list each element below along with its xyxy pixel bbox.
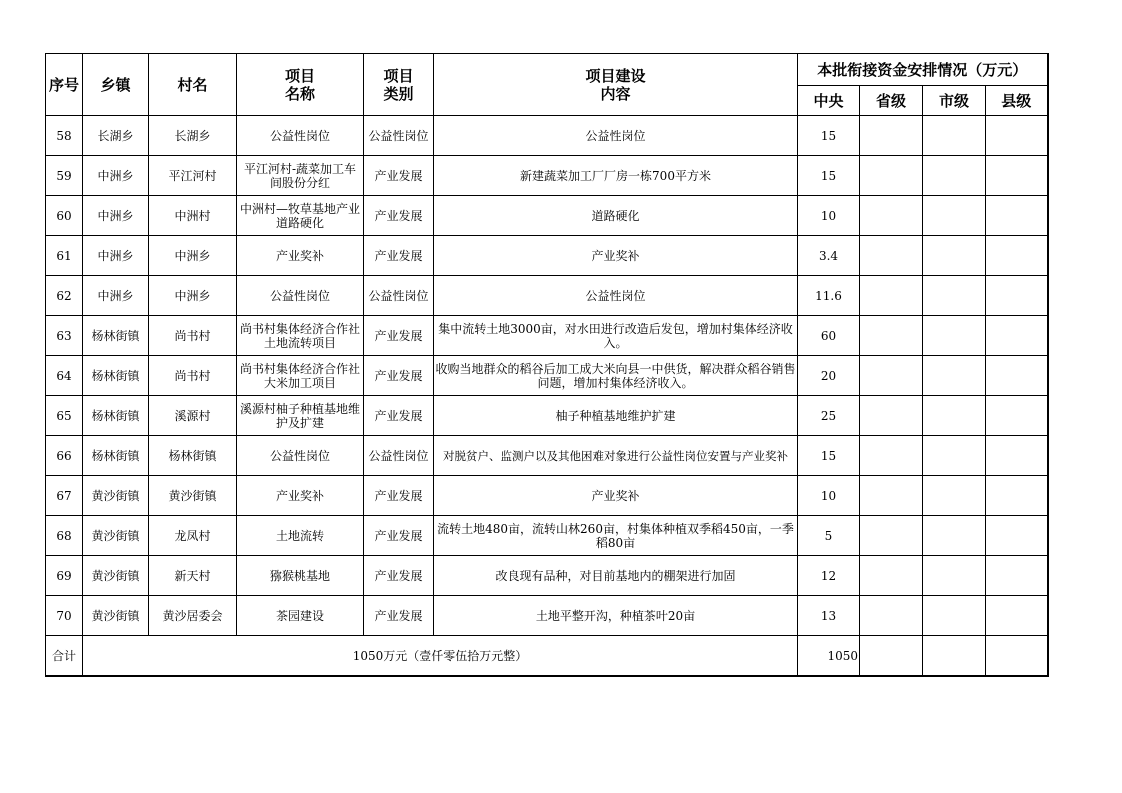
cell-county [986,436,1048,476]
header-seq: 序号 [46,54,83,116]
cell-project-content: 公益性岗位 [434,276,798,316]
cell-county [986,356,1048,396]
cell-project-content: 集中流转土地3000亩，对水田进行改造后发包，增加村集体经济收入。 [434,316,798,356]
cell-project-content: 改良现有品种，对目前基地内的棚架进行加固 [434,556,798,596]
cell-seq: 58 [46,116,83,156]
table-row [46,396,1048,436]
cell-central: 15 [798,436,860,476]
cell-project-content: 对脱贫户、监测户以及其他困难对象进行公益性岗位安置与产业奖补 [434,436,798,476]
cell-project-name: 产业奖补 [237,476,364,516]
cell-village: 溪源村 [149,396,237,436]
header-provincial: 省级 [860,86,923,116]
table-row [46,236,1048,276]
cell-provincial [860,196,923,236]
cell-village: 尚书村 [149,316,237,356]
cell-municipal [923,196,986,236]
header-municipal: 市级 [923,86,986,116]
cell-village: 黄沙街镇 [149,476,237,516]
total-provincial [860,636,923,677]
cell-project-name: 公益性岗位 [237,276,364,316]
cell-seq: 61 [46,236,83,276]
cell-village: 尚书村 [149,356,237,396]
table-row [46,436,1048,476]
table-row [46,276,1048,316]
cell-municipal [923,236,986,276]
cell-provincial [860,316,923,356]
cell-provincial [860,276,923,316]
table-row [46,156,1048,196]
cell-township: 中洲乡 [83,156,149,196]
cell-county [986,316,1048,356]
cell-project-content: 流转土地480亩，流转山林260亩，村集体种植双季稻450亩，一季稻80亩 [434,516,798,556]
cell-seq: 68 [46,516,83,556]
table-row [46,116,1048,156]
table-row [46,196,1048,236]
cell-project-name: 中洲村—牧草基地产业道路硬化 [237,196,364,236]
cell-central: 12 [798,556,860,596]
cell-county [986,516,1048,556]
cell-project-name: 土地流转 [237,516,364,556]
funding-table [45,53,1049,677]
cell-project-content: 道路硬化 [434,196,798,236]
cell-provincial [860,156,923,196]
cell-municipal [923,356,986,396]
table-row [46,476,1048,516]
cell-seq: 60 [46,196,83,236]
cell-township: 中洲乡 [83,196,149,236]
cell-project-name: 猕猴桃基地 [237,556,364,596]
cell-municipal [923,476,986,516]
cell-project-name: 尚书村集体经济合作社土地流转项目 [237,316,364,356]
total-description: 1050万元（壹仟零伍拾万元整） [83,636,798,677]
cell-project-type: 公益性岗位 [364,116,434,156]
cell-village: 中洲村 [149,196,237,236]
cell-central: 10 [798,196,860,236]
cell-county [986,116,1048,156]
cell-project-type: 产业发展 [364,556,434,596]
cell-project-type: 产业发展 [364,156,434,196]
cell-provincial [860,516,923,556]
cell-seq: 66 [46,436,83,476]
cell-provincial [860,396,923,436]
cell-project-type: 产业发展 [364,316,434,356]
cell-project-type: 产业发展 [364,356,434,396]
cell-central: 15 [798,116,860,156]
header-central: 中央 [798,86,860,116]
cell-township: 杨林街镇 [83,356,149,396]
cell-seq: 67 [46,476,83,516]
cell-project-type: 公益性岗位 [364,276,434,316]
cell-seq: 59 [46,156,83,196]
cell-township: 中洲乡 [83,236,149,276]
total-label: 合计 [46,636,83,677]
cell-provincial [860,116,923,156]
cell-project-content: 新建蔬菜加工厂厂房一栋700平方米 [434,156,798,196]
cell-project-type: 产业发展 [364,196,434,236]
header-township: 乡镇 [83,54,149,116]
cell-project-name: 公益性岗位 [237,436,364,476]
cell-provincial [860,476,923,516]
cell-village: 中洲乡 [149,236,237,276]
cell-project-name: 平江河村-蔬菜加工车间股份分红 [237,156,364,196]
cell-municipal [923,396,986,436]
cell-project-type: 产业发展 [364,596,434,636]
header-project-type: 项目 类别 [364,54,434,116]
total-county [986,636,1048,677]
cell-central: 13 [798,596,860,636]
cell-township: 杨林街镇 [83,396,149,436]
cell-project-content: 公益性岗位 [434,116,798,156]
cell-seq: 64 [46,356,83,396]
cell-municipal [923,596,986,636]
cell-project-content: 收购当地群众的稻谷后加工成大米向县一中供货，解决群众稻谷销售问题，增加村集体经济收入。 [434,356,798,396]
header-county: 县级 [986,86,1048,116]
cell-central: 10 [798,476,860,516]
table-row [46,356,1048,396]
cell-village: 黄沙居委会 [149,596,237,636]
header-project-name: 项目 名称 [237,54,364,116]
cell-seq: 69 [46,556,83,596]
cell-county [986,156,1048,196]
cell-township: 杨林街镇 [83,436,149,476]
cell-municipal [923,556,986,596]
cell-provincial [860,556,923,596]
cell-project-type: 产业发展 [364,516,434,556]
cell-county [986,556,1048,596]
cell-provincial [860,596,923,636]
cell-project-name: 产业奖补 [237,236,364,276]
table-row [46,556,1048,596]
cell-county [986,396,1048,436]
cell-central: 15 [798,156,860,196]
cell-provincial [860,356,923,396]
cell-municipal [923,436,986,476]
cell-township: 黄沙街镇 [83,556,149,596]
cell-county [986,236,1048,276]
cell-village: 平江河村 [149,156,237,196]
cell-county [986,476,1048,516]
cell-township: 杨林街镇 [83,316,149,356]
cell-seq: 63 [46,316,83,356]
cell-municipal [923,516,986,556]
cell-central: 20 [798,356,860,396]
header-fund-group: 本批衔接资金安排情况（万元） [798,54,1048,86]
cell-project-content: 产业奖补 [434,476,798,516]
cell-seq: 70 [46,596,83,636]
cell-township: 黄沙街镇 [83,476,149,516]
cell-village: 杨林街镇 [149,436,237,476]
cell-central: 3.4 [798,236,860,276]
cell-county [986,196,1048,236]
cell-central: 11.6 [798,276,860,316]
header-village: 村名 [149,54,237,116]
cell-county [986,276,1048,316]
cell-project-content: 柚子种植基地维护扩建 [434,396,798,436]
total-row [46,636,1048,677]
cell-project-name: 溪源村柚子种植基地维护及扩建 [237,396,364,436]
cell-township: 中洲乡 [83,276,149,316]
cell-project-content: 产业奖补 [434,236,798,276]
cell-project-type: 产业发展 [364,396,434,436]
cell-central: 25 [798,396,860,436]
table-row [46,316,1048,356]
header-project-content: 项目建设 内容 [434,54,798,116]
table-row [46,596,1048,636]
cell-municipal [923,316,986,356]
cell-project-type: 公益性岗位 [364,436,434,476]
cell-central: 60 [798,316,860,356]
cell-village: 长湖乡 [149,116,237,156]
cell-village: 中洲乡 [149,276,237,316]
cell-project-name: 公益性岗位 [237,116,364,156]
cell-project-type: 产业发展 [364,476,434,516]
total-central: 1050 [798,636,860,677]
total-municipal [923,636,986,677]
cell-village: 龙凤村 [149,516,237,556]
cell-seq: 62 [46,276,83,316]
cell-project-name: 尚书村集体经济合作社大米加工项目 [237,356,364,396]
cell-project-content: 土地平整开沟，种植茶叶20亩 [434,596,798,636]
cell-township: 黄沙街镇 [83,596,149,636]
cell-township: 黄沙街镇 [83,516,149,556]
cell-provincial [860,436,923,476]
cell-seq: 65 [46,396,83,436]
cell-municipal [923,116,986,156]
cell-municipal [923,156,986,196]
cell-provincial [860,236,923,276]
cell-township: 长湖乡 [83,116,149,156]
cell-central: 5 [798,516,860,556]
cell-project-type: 产业发展 [364,236,434,276]
cell-village: 新天村 [149,556,237,596]
cell-project-name: 茶园建设 [237,596,364,636]
cell-municipal [923,276,986,316]
cell-county [986,596,1048,636]
table-row [46,516,1048,556]
